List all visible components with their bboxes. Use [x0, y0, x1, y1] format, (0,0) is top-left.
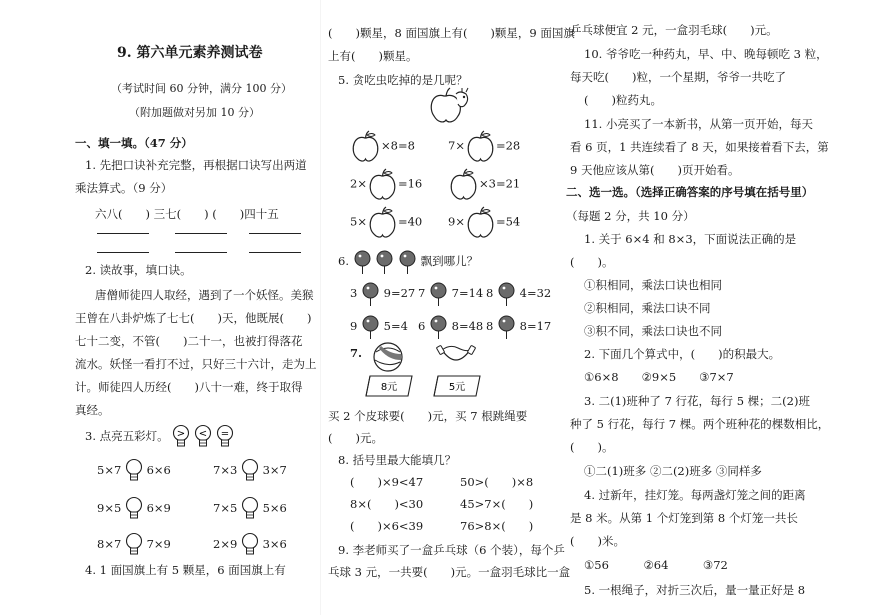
- choice-1-option: ①积相同，乘法口诀也相同: [584, 278, 722, 292]
- story-line: 七十二变，不管( )二十一，也被打得落花: [75, 334, 303, 348]
- bulb-icon[interactable]: [125, 532, 143, 558]
- choice-3-line2: 种了 5 行花，每行 7 棵。两个班种花的棵数相比，: [570, 417, 830, 431]
- answer-line: [249, 233, 301, 234]
- bulb-legend: [172, 429, 233, 443]
- choice-4-line3: ( )米。: [570, 534, 625, 548]
- story-line: 真经。: [75, 403, 110, 417]
- column-right: [566, 0, 830, 615]
- balloon-expression: 3 9=27: [350, 282, 415, 306]
- comparison-left: 7×5: [213, 501, 238, 515]
- balloon-icon[interactable]: [497, 282, 516, 306]
- answer-line: [249, 252, 301, 253]
- question-7: 7.: [350, 346, 363, 360]
- question-6: [338, 250, 478, 274]
- choice-5: 5. 一根绳子，对折三次后，量一量正好是 8: [584, 583, 806, 597]
- choice-2: 2. 下面几个算式中，( )的积最大。: [584, 347, 781, 361]
- balloon-icon[interactable]: [361, 282, 380, 306]
- jump-rope-icon: [436, 342, 476, 370]
- question-6-text: 飘到哪儿？: [420, 254, 479, 268]
- question-2: 2. 读故事，填口诀。: [85, 263, 192, 277]
- balloon-expression: 6 8=48: [418, 315, 483, 339]
- apple-icon[interactable]: [367, 206, 398, 239]
- balloon-icon: [353, 250, 372, 274]
- question-5: 5. 贪吃虫吃掉的是几呢？: [338, 73, 468, 87]
- comparison-right: 5×6: [262, 501, 287, 515]
- question-3: [85, 424, 234, 450]
- section-1-heading: 一、填一填。（47 分）: [75, 136, 193, 150]
- comparison-right: 7×9: [146, 537, 171, 551]
- balloon-icon[interactable]: [497, 315, 516, 339]
- comparison-left: 8×7: [97, 537, 122, 551]
- question-10-line2: 每天吃( )粒，一个星期，爷爷一共吃了: [570, 70, 786, 84]
- comparison-left: 2×9: [213, 537, 238, 551]
- column-left: [75, 0, 317, 615]
- choice-3-options: ①二(1)班多 ②二(2)班多 ③同样多: [584, 464, 762, 478]
- section-2-heading: 二、选一选。（选择正确答案的序号填在括号里）: [566, 185, 814, 199]
- apple-icon[interactable]: [367, 168, 398, 201]
- story-line: 流水。妖怪一看打不过，只好三十六计，走为上: [75, 357, 317, 371]
- story-line: 计。师徒四人历经( )八十一难，终于取得: [75, 380, 303, 394]
- balloon-expression: 7 7=14: [418, 282, 483, 306]
- choice-4-line2: 是 8 米。从第 1 个灯笼到第 8 个灯笼一共长: [570, 511, 798, 525]
- apple-expression: 2× =16: [350, 168, 422, 201]
- bulb-icon[interactable]: [125, 496, 143, 522]
- bulb-symbol-gt: >: [177, 428, 186, 440]
- page-title: 9. 第六单元素养测试卷: [117, 45, 263, 61]
- bulb-icon: [216, 424, 234, 450]
- comparison-item: [97, 532, 171, 558]
- bonus-info: （附加题做对另加 10 分）: [129, 106, 260, 119]
- apple-icon[interactable]: [465, 130, 496, 163]
- comparison-right: 3×7: [262, 463, 287, 477]
- question-1: 1. 先把口诀补充完整，再根据口诀写出两道: [85, 158, 307, 172]
- answer-line: [97, 252, 149, 253]
- q8-item: 45>7×( ): [460, 497, 534, 511]
- question-4: 4. 1 面国旗上有 5 颗星，6 面国旗上有: [85, 563, 286, 577]
- bulb-icon[interactable]: [241, 458, 259, 484]
- question-10: 10. 爷爷吃一种药丸，早、中、晚每顿吃 3 粒，: [584, 47, 828, 61]
- balloon-icon[interactable]: [361, 315, 380, 339]
- question-9-line2: 乓球 3 元，一共要( )元。一盒羽毛球比一盒: [328, 565, 571, 579]
- bulb-symbol-lt: <: [198, 428, 208, 440]
- question-11: 11. 小亮买了一本新书，从第一页开始，每天: [584, 117, 813, 131]
- question-8: 8. 括号里最大能填几？: [338, 453, 457, 467]
- answer-line: [175, 252, 227, 253]
- choice-3-line3: ( )。: [570, 440, 614, 454]
- q8-item: 8×( )<30: [350, 497, 424, 511]
- apple-icon[interactable]: [465, 206, 496, 239]
- question-10-line3: ( )粒药丸。: [584, 93, 662, 107]
- choice-1-line2: ( )。: [570, 255, 614, 269]
- price-ball: 8元: [380, 382, 398, 393]
- answer-line: [97, 233, 149, 234]
- balloon-icon[interactable]: [429, 315, 448, 339]
- page-fold: [320, 0, 321, 615]
- apple-icon[interactable]: [350, 130, 381, 163]
- question-6-number: 6.: [338, 254, 349, 268]
- balloon-icon: [398, 250, 417, 274]
- price-rope: 5元: [448, 382, 466, 393]
- balloon-expression: 8 4=32: [486, 282, 551, 306]
- choice-1-option: ②积相同，乘法口诀不同: [584, 301, 711, 315]
- q8-item: 50>( )×8: [460, 475, 534, 489]
- price-tag-rope: [432, 374, 482, 398]
- balloon-icon[interactable]: [429, 282, 448, 306]
- question-1-line2: 乘法算式。（9 分）: [75, 181, 173, 195]
- question-7-text: 买 2 个皮球要( )元，买 7 根跳绳要: [328, 409, 528, 423]
- balloon-expression: 8 8=17: [486, 315, 551, 339]
- comparison-item: [213, 532, 287, 558]
- bulb-symbol-eq: =: [220, 428, 229, 440]
- choice-3: 3. 二(1)班种了 7 行花，每行 5 棵；二(2)班: [584, 394, 810, 408]
- bulb-icon: [172, 424, 190, 450]
- question-11-line3: 9 天他应该从第( )页开始看。: [570, 163, 740, 177]
- choice-4: 4. 过新年，挂灯笼。每两盏灯笼之间的距离: [584, 488, 806, 502]
- bulb-icon[interactable]: [241, 496, 259, 522]
- ball-icon: [372, 340, 404, 374]
- comparison-item: [97, 458, 171, 484]
- apple-expression: ×3=21: [448, 168, 520, 201]
- answer-line: [175, 233, 227, 234]
- story-line: 唐僧师徒四人取经，遇到了一个妖怪。美猴: [95, 288, 314, 302]
- bulb-icon[interactable]: [241, 532, 259, 558]
- apple-expression: 5× =40: [350, 206, 422, 239]
- comparison-right: 6×6: [146, 463, 171, 477]
- comparison-right: 6×9: [146, 501, 171, 515]
- choice-1-option: ③积不同，乘法口诀也不同: [584, 324, 722, 338]
- question-9-cont: 乒乓球便宜 2 元，一盒羽毛球( )元。: [570, 23, 778, 37]
- apple-expression: 7× =28: [448, 130, 520, 163]
- comparison-right: 3×6: [262, 537, 287, 551]
- question-11-line2: 看 6 页，1 共连续看了 8 天，如果接着看下去，第: [570, 140, 829, 154]
- q8-item: ( )×6<39: [350, 519, 424, 533]
- apple-icon[interactable]: [448, 168, 479, 201]
- question-3-text: 3. 点亮五彩灯。: [85, 429, 169, 443]
- apple-worm-icon: [426, 86, 482, 126]
- bulb-icon[interactable]: [125, 458, 143, 484]
- question-7-text2: ( )元。: [328, 431, 383, 445]
- section-2-score: （每题 2 分，共 10 分）: [566, 209, 695, 223]
- balloon-icon: [375, 250, 394, 274]
- comparison-left: 5×7: [97, 463, 122, 477]
- comparison-item: [213, 458, 287, 484]
- q8-item: 76>8×( ): [460, 519, 534, 533]
- story-line: 王曾在八卦炉炼了七七( )天，他既展( ): [75, 311, 312, 325]
- question-1-blanks: 六八( ) 三七( ) ( )四十五: [95, 207, 279, 221]
- balloon-expression: 9 5=4: [350, 315, 408, 339]
- bulb-icon: [194, 424, 212, 450]
- question-9: 9. 李老师买了一盒乒乓球（6 个装），每个乒: [338, 543, 565, 557]
- choice-2-options: ①6×8 ②9×5 ③7×7: [584, 370, 734, 384]
- apple-expression: ×8=8: [350, 130, 415, 163]
- question-4-cont: ( )颗星，8 面国旗上有( )颗星，9 面国旗: [328, 26, 575, 40]
- comparison-left: 7×3: [213, 463, 238, 477]
- comparison-left: 9×5: [97, 501, 122, 515]
- comparison-item: [97, 496, 171, 522]
- q8-item: ( )×9<47: [350, 475, 424, 489]
- choice-1: 1. 关于 6×4 和 8×3，下面说法正确的是: [584, 232, 797, 246]
- exam-info: （考试时间 60 分钟，满分 100 分）: [111, 82, 292, 95]
- comparison-item: [213, 496, 287, 522]
- column-middle: [328, 0, 575, 615]
- price-tag-ball: [364, 374, 414, 398]
- choice-4-options: ①56 ②64 ③72: [584, 558, 728, 572]
- question-4-cont2: 上有( )颗星。: [328, 49, 418, 63]
- apple-expression: 9× =54: [448, 206, 520, 239]
